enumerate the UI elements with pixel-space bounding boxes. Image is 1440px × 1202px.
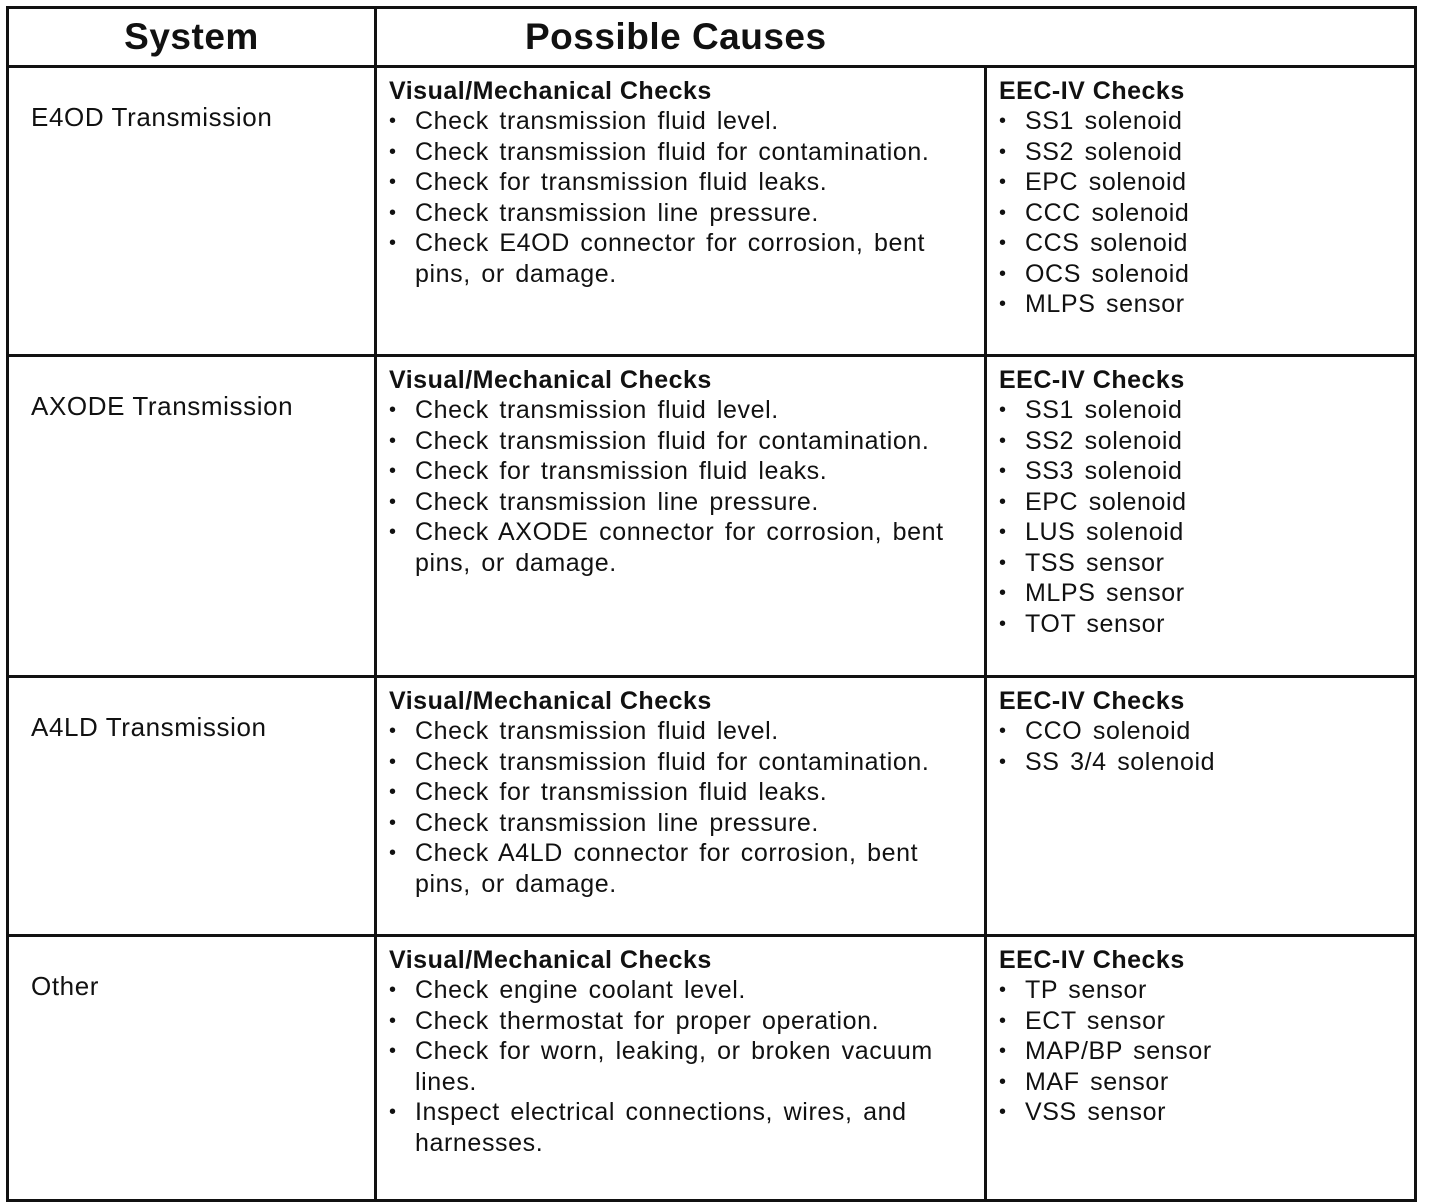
eec-checks-title: EEC-IV Checks xyxy=(999,946,1185,974)
list-item: • MLPS sensor xyxy=(999,289,1404,320)
table-row xyxy=(8,677,1416,936)
list-item: • VSS sensor xyxy=(999,1097,1404,1128)
visual-checks-list xyxy=(389,395,974,578)
list-item: • Check transmission fluid level. xyxy=(389,106,974,137)
list-item: • MAF sensor xyxy=(999,1067,1404,1098)
eec-checks-list xyxy=(999,395,1404,639)
table-row xyxy=(8,356,1416,677)
list-item: • Check E4OD connector for corrosion, bent pins, or damage. xyxy=(389,228,974,289)
list-item: • TOT sensor xyxy=(999,609,1404,640)
list-item: • MAP/BP sensor xyxy=(999,1036,1404,1067)
list-item: • Check transmission line pressure. xyxy=(389,487,974,518)
list-item: • Check thermostat for proper operation. xyxy=(389,1006,974,1037)
eec-checks-cell xyxy=(986,936,1416,1201)
system-cell: Other xyxy=(8,936,376,1201)
list-item: • Check for transmission fluid leaks. xyxy=(389,456,974,487)
table-header-row xyxy=(8,8,1416,67)
list-item: • Check for worn, leaking, or broken vacuum lines. xyxy=(389,1036,974,1097)
list-item: • Check transmission line pressure. xyxy=(389,808,974,839)
eec-checks-list xyxy=(999,106,1404,320)
list-item: • Check transmission fluid for contamination. xyxy=(389,137,974,168)
eec-checks-cell xyxy=(986,67,1416,356)
list-item: • SS2 solenoid xyxy=(999,137,1404,168)
list-item: • EPC solenoid xyxy=(999,167,1404,198)
list-item: • SS3 solenoid xyxy=(999,456,1404,487)
list-item: • Check for transmission fluid leaks. xyxy=(389,777,974,808)
eec-checks-title: EEC-IV Checks xyxy=(999,77,1185,105)
visual-checks-list xyxy=(389,975,974,1158)
list-item: • ECT sensor xyxy=(999,1006,1404,1037)
visual-checks-cell xyxy=(376,356,986,677)
visual-checks-list xyxy=(389,716,974,899)
list-item: • LUS solenoid xyxy=(999,517,1404,548)
system-cell: E4OD Transmission xyxy=(8,67,376,356)
list-item: • CCS solenoid xyxy=(999,228,1404,259)
list-item: • TSS sensor xyxy=(999,548,1404,579)
list-item: • SS1 solenoid xyxy=(999,106,1404,137)
list-item: • Check transmission fluid level. xyxy=(389,395,974,426)
possible-causes-table xyxy=(6,6,1417,1202)
eec-checks-cell xyxy=(986,356,1416,677)
list-item: • Check transmission line pressure. xyxy=(389,198,974,229)
list-item: • CCO solenoid xyxy=(999,716,1404,747)
table-row xyxy=(8,67,1416,356)
list-item: • Inspect electrical connections, wires, and harnesses. xyxy=(389,1097,974,1158)
eec-checks-list xyxy=(999,975,1404,1128)
list-item: • Check transmission fluid for contamination. xyxy=(389,747,974,778)
list-item: • OCS solenoid xyxy=(999,259,1404,290)
visual-checks-cell xyxy=(376,67,986,356)
visual-checks-cell xyxy=(376,677,986,936)
header-possible-causes: Possible Causes xyxy=(376,8,1416,67)
system-cell: AXODE Transmission xyxy=(8,356,376,677)
list-item: • EPC solenoid xyxy=(999,487,1404,518)
visual-checks-title: Visual/Mechanical Checks xyxy=(389,77,712,105)
eec-checks-list xyxy=(999,716,1404,777)
list-item: • SS2 solenoid xyxy=(999,426,1404,457)
visual-checks-title: Visual/Mechanical Checks xyxy=(389,687,712,715)
eec-checks-title: EEC-IV Checks xyxy=(999,366,1185,394)
list-item: • Check A4LD connector for corrosion, bent pins, or damage. xyxy=(389,838,974,899)
list-item: • Check for transmission fluid leaks. xyxy=(389,167,974,198)
system-cell: A4LD Transmission xyxy=(8,677,376,936)
list-item: • TP sensor xyxy=(999,975,1404,1006)
list-item: • SS1 solenoid xyxy=(999,395,1404,426)
list-item: • CCC solenoid xyxy=(999,198,1404,229)
visual-checks-cell xyxy=(376,936,986,1201)
list-item: • MLPS sensor xyxy=(999,578,1404,609)
list-item: • Check engine coolant level. xyxy=(389,975,974,1006)
list-item: • Check transmission fluid level. xyxy=(389,716,974,747)
header-system: System xyxy=(8,8,376,67)
table-row xyxy=(8,936,1416,1201)
visual-checks-title: Visual/Mechanical Checks xyxy=(389,366,712,394)
list-item: • SS 3/4 solenoid xyxy=(999,747,1404,778)
eec-checks-title: EEC-IV Checks xyxy=(999,687,1185,715)
visual-checks-title: Visual/Mechanical Checks xyxy=(389,946,712,974)
visual-checks-list xyxy=(389,106,974,289)
list-item: • Check AXODE connector for corrosion, bent pins, or damage. xyxy=(389,517,974,578)
eec-checks-cell xyxy=(986,677,1416,936)
list-item: • Check transmission fluid for contamination. xyxy=(389,426,974,457)
